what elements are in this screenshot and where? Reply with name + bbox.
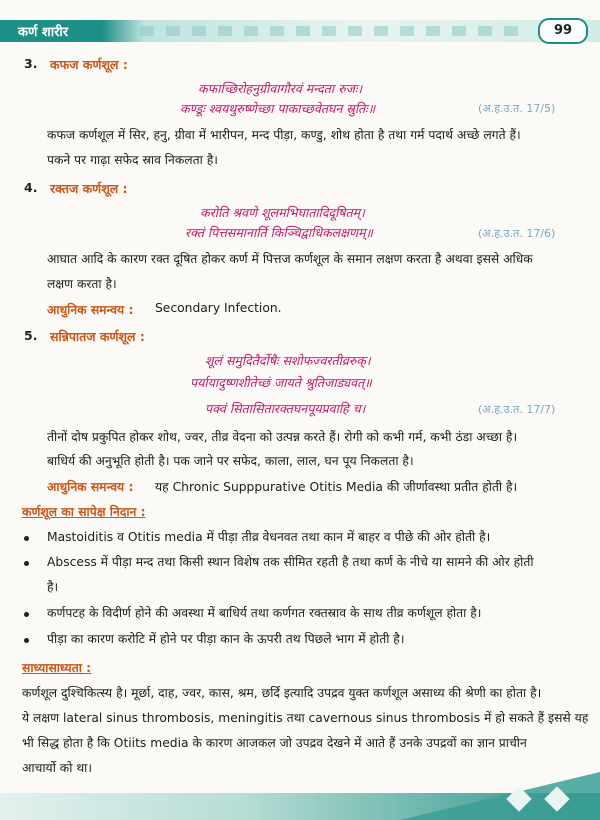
differential-item-2-line-1: Abscess में पीड़ा मन्द तथा किसी स्थान विशेष तक सीमित रहती है तथा कर्ण के नीचे या सामने की ओर होती — [47, 555, 534, 569]
section-4-modern-text: Secondary Infection. — [155, 301, 282, 315]
chapter-title: कर्ण शारीर — [18, 25, 69, 40]
section-5-body-line-1: तीनों दोष प्रकुपित होकर शोथ, ज्वर, तीव्र वेदना को उत्पन्न करते हैं। रोगी को कभी गर्म, कभी ठंडा अच्छा है। — [47, 430, 518, 444]
section-3-verse-line-1: कफाच्छिरोहनुग्रीवागौरवं मन्दता रुजः। — [198, 81, 363, 96]
section-5-title: सन्निपातज कर्णशूल : — [50, 329, 145, 344]
section-4-reference: (अ.ह.उ.त. 17/6) — [478, 227, 556, 240]
section-3-verse-line-2: कण्डूः श्वयथुरुष्णेच्छा पाकाच्छवेतघन स्रुतिः॥ — [180, 101, 376, 116]
section-5-verse-line-3: पक्वं सितासितारक्तघनपूयप्रवाहि च। — [205, 401, 366, 416]
bullet-icon — [24, 612, 29, 617]
section-4-verse-line-2: रक्तं पित्तसमानार्ति किञ्चिद्वाधिकलक्षणम्॥ — [185, 225, 374, 240]
bullet-icon — [24, 536, 29, 541]
section-5-number: 5. — [24, 328, 38, 343]
prognosis-line-4: आचार्यो को था। — [22, 761, 93, 775]
section-3-title: कफज कर्णशूल : — [50, 57, 128, 72]
footer-decoration — [400, 772, 600, 820]
prognosis-heading: साध्यासाध्यता : — [22, 661, 92, 675]
section-4-modern-label: आधुनिक समन्वय : — [47, 303, 134, 317]
prognosis-line-2: ये लक्षण lateral sinus thrombosis, meningitis तथा cavernous sinus thrombosis में हो सकते हैं इससे यह — [22, 711, 589, 725]
section-5-verse-line-2: पर्यायादुष्णशीतेच्छं जायते श्रुतिजाड्यवत्॥ — [190, 375, 372, 390]
bullet-icon — [24, 638, 29, 643]
section-5-body-line-2: बाधिर्य की अनुभूति होती है। पक जाने पर सफेद, काला, लाल, घन पूय निकलता है। — [47, 454, 414, 468]
differential-item-3: कर्णपटह के विदीर्ण होने की अवस्था में बाधिर्य तथा कर्णगत रक्तस्राव के साथ तीव्र कर्णशूल होता है। — [47, 606, 482, 620]
page-number: 99 — [538, 18, 588, 44]
section-4-number: 4. — [24, 180, 38, 195]
section-5-verse-line-1: शूलं समुदितैर्दोषैः सशोफज्वरतीव्ररुक्। — [205, 353, 371, 368]
section-4-body-line-2: लक्षण करता है। — [47, 277, 117, 291]
section-3-number: 3. — [24, 56, 38, 71]
prognosis-line-1: कर्णशूल दुश्चिकित्स्य है। मूर्छा, दाह, ज्वर, कास, श्रम, छर्दि इत्यादि उपद्रव युक्त कर्णशूल असाध्य की श्रेणी का होता है। — [22, 686, 542, 700]
section-4-body-line-1: आघात आदि के कारण रक्त दूषित होकर कर्ण में पित्तज कर्णशूल के समान लक्षण करता है अथवा इससे अधिक — [47, 252, 533, 266]
section-4-title: रक्तज कर्णशूल : — [50, 181, 128, 196]
section-3-body-line-2: पकने पर गाढ़ा सफेद स्राव निकलता है। — [47, 153, 218, 167]
differential-heading: कर्णशूल का सापेक्ष निदान : — [22, 505, 146, 519]
differential-item-1: Mastoiditis व Otitis media में पीड़ा तीव्र वेधनवत तथा कान में बाहर व पीछे की ओर होती है। — [47, 530, 491, 544]
section-5-reference: (अ.ह.उ.त. 17/7) — [478, 403, 556, 416]
header-decoration — [140, 26, 520, 36]
bullet-icon — [24, 561, 29, 566]
section-3-body-line-1: कफज कर्णशूल में सिर, हनु, ग्रीवा में भारीपन, मन्द पीड़ा, कण्डु, शोथ होता है तथा गर्म पदार्थ अच्छे लगते हैं। — [47, 128, 521, 142]
section-5-modern-label: आधुनिक समन्वय : — [47, 480, 134, 494]
section-4-verse-line-1: करोति श्रवणे शूलमभिघातादिदूषितम्। — [200, 205, 365, 220]
section-3-reference: (अ.ह.उ.त. 17/5) — [478, 102, 556, 115]
prognosis-line-3: भी सिद्ध होता है कि Otiits media के कारण आजकल जो उपद्रव देखने में आते हैं उनके उपद्रवों का ज्ञान प्राचीन — [22, 736, 527, 750]
differential-item-4: पीड़ा का कारण करोटि में होने पर पीड़ा कान के ऊपरी तथ पिछले भाग में होती है। — [47, 632, 405, 646]
section-5-modern-text: यह Chronic Supppurative Otitis Media की जीर्णावस्था प्रतीत होती है। — [155, 480, 518, 494]
differential-item-2-line-2: है। — [47, 580, 59, 594]
